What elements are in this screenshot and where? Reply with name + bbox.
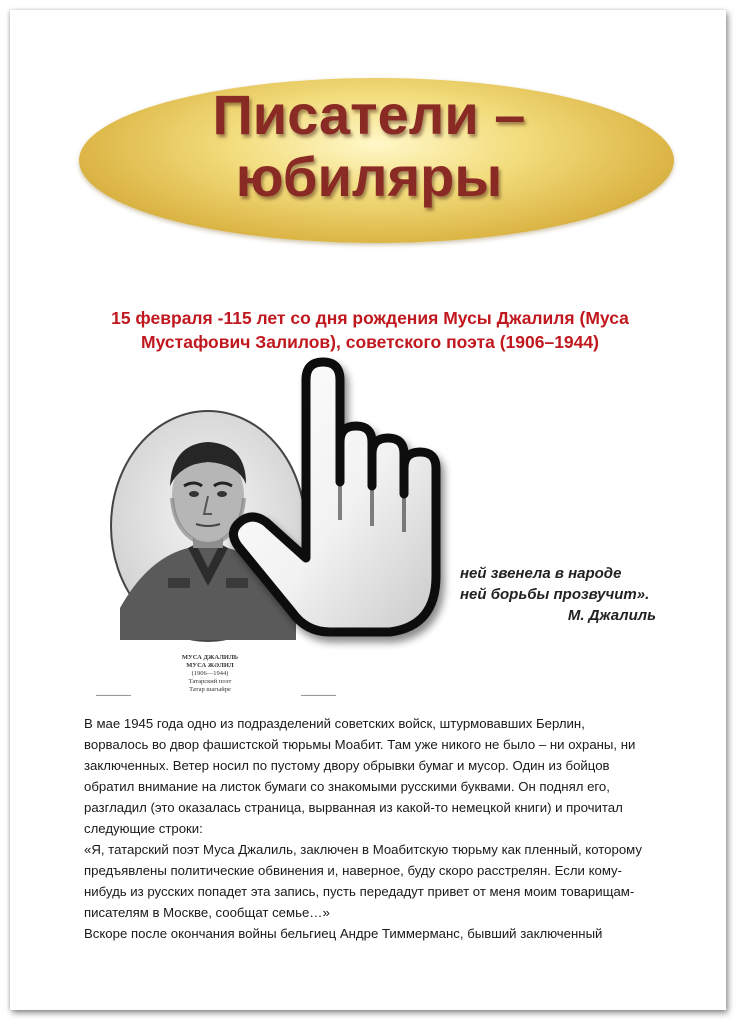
fine-print-right: ▬▬▬▬▬▬▬▬▬▬ bbox=[301, 693, 336, 697]
poet-quote bbox=[460, 563, 700, 626]
subtitle-line-2: Мустафович Залилов), советского поэта (1906–1944) bbox=[141, 332, 599, 352]
hand-pointer-icon bbox=[222, 350, 482, 650]
page-title-line-1: Писатели – bbox=[212, 83, 526, 146]
caption-role-russian: Татарский поэт bbox=[188, 678, 232, 685]
subtitle-line-1: 15 февраля -115 лет со дня рождения Мусы Джалиля (Муса bbox=[111, 308, 629, 328]
caption-years: (1906—1944) bbox=[191, 670, 229, 677]
caption-role-tatar: Татар шагыйре bbox=[189, 686, 231, 693]
quote-line-1: ней звенела в народе bbox=[460, 565, 622, 582]
page-title bbox=[0, 84, 738, 208]
quote-author: М. Джалиль bbox=[567, 607, 656, 624]
portrait-fine-print bbox=[96, 693, 336, 697]
caption-name-russian: МУСА ДЖАЛИЛЬ bbox=[181, 654, 239, 661]
portrait-caption bbox=[140, 654, 280, 694]
page-title-line-2: юбиляры bbox=[235, 145, 503, 208]
quote-line-2: ней борьбы прозвучит». bbox=[460, 586, 650, 603]
anniversary-subtitle bbox=[70, 306, 670, 354]
article-body bbox=[84, 713, 644, 944]
body-paragraph-3: Вскоре после окончания войны бельгиец Андре Тиммерманс, бывший заключенный bbox=[84, 926, 603, 941]
body-paragraph-1: В мае 1945 года одно из подразделений советских войск, штурмовавших Берлин, ворвалось во двор фашистской тюрьмы Моабит. Там уже никого не было – ни охраны, ни заключенных. Ветер носил по пустому двору обрывки бумаг и мусор. Один из бойцов обратил внимание на листок бумаги со знакомыми русскими буквами. Он поднял его, разгладил (это оказалась страница, вырванная из какой-то немецкой книги) и прочитал следующие строки: bbox=[84, 716, 636, 836]
caption-name-tatar: МУСА ЖӘЛИЛ bbox=[186, 662, 234, 669]
fine-print-left: ▬▬▬▬▬▬▬▬▬▬ bbox=[96, 693, 131, 697]
body-paragraph-2: «Я, татарский поэт Муса Джалиль, заключен в Моабитскую тюрьму как пленный, которому предъявлены политические обвинения и, наверное, буду скоро расстрелян. Если кому-нибудь из русских попадет эта запись, пусть передадут привет от меня моим товарищам-писателям в Москве, сообщат семье…» bbox=[84, 842, 642, 920]
